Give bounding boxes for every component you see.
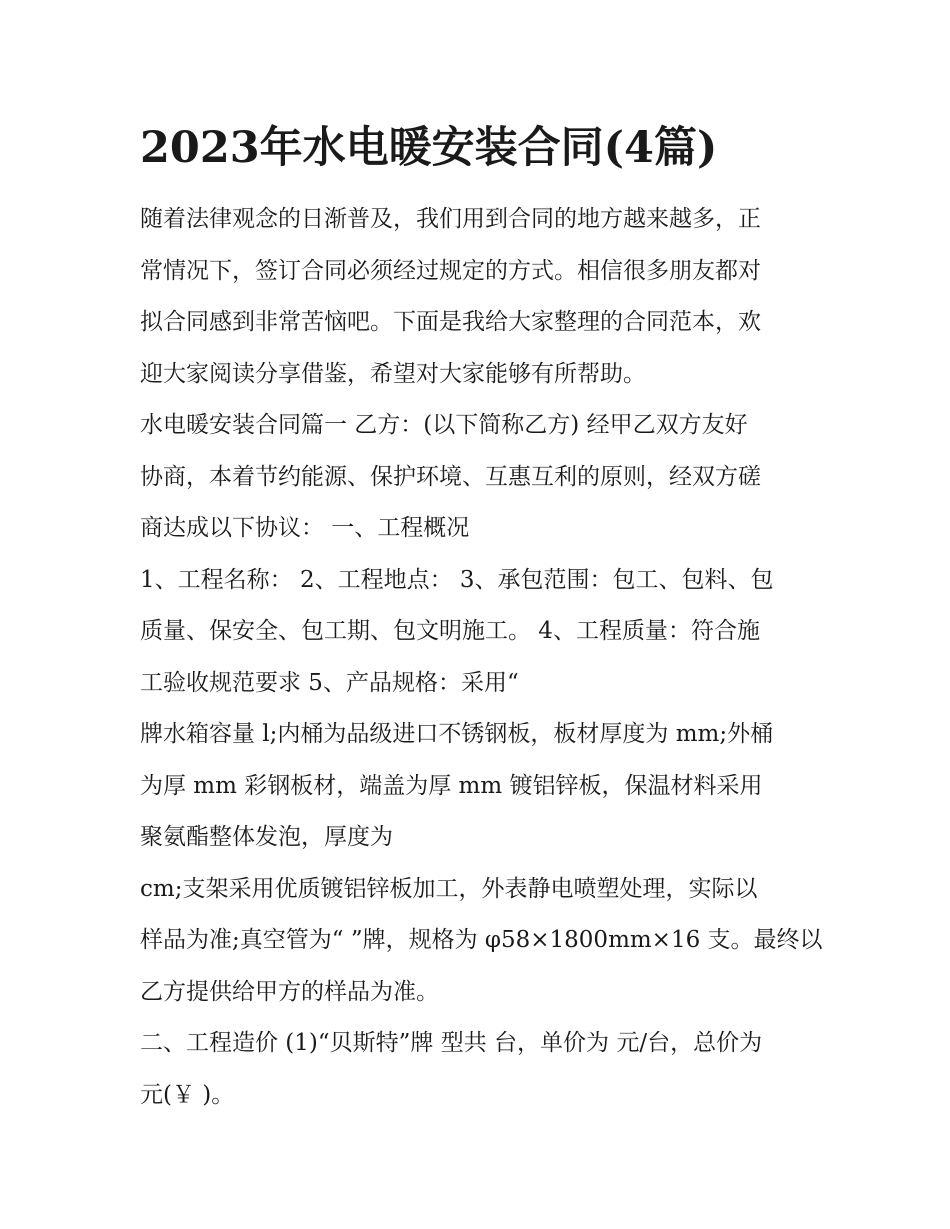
text-line: 拟合同感到非常苦恼吧。下面是我给大家整理的合同范本，欢 — [140, 309, 761, 335]
text-line: 1、工程名称： 2、工程地点： 3、承包范围：包工、包料、包 — [140, 566, 774, 593]
text-line: 样品为准;真空管为“ ”牌，规格为 φ58×1800mm×16 支。最终以 — [140, 927, 823, 953]
text-line: 聚氨酯整体发泡，厚度为 — [140, 824, 393, 850]
text-line: 协商，本着节约能源、保护环境、互惠互利的原则，经双方磋 — [140, 463, 761, 490]
intro-paragraph — [140, 194, 812, 400]
water-tank-spec-paragraph — [140, 709, 812, 864]
text-line: 随着法律观念的日渐普及，我们用到合同的地方越来越多，正 — [140, 206, 761, 232]
text-line: 常情况下，签订合同必须经过规定的方式。相信很多朋友都对 — [140, 257, 761, 284]
text-line: cm;支架采用优质镀铝锌板加工，外表静电喷塑处理，实际以 — [140, 875, 758, 902]
text-line: 水电暖安装合同篇一 乙方：(以下简称乙方) 经甲乙双方友好 — [140, 412, 748, 438]
text-line: 迎大家阅读分享借鉴，希望对大家能够有所帮助。 — [140, 360, 646, 387]
document-title: 2023年水电暖安装合同(4篇) — [140, 123, 718, 173]
project-overview-paragraph — [140, 555, 812, 710]
text-line: 乙方提供给甲方的样品为准。 — [140, 978, 439, 1005]
bracket-spec-paragraph — [140, 864, 823, 1019]
text-line: 二、工程造价 (1)“贝斯特”牌 型共 台，单价为 元/台，总价为 — [140, 1030, 763, 1056]
contract-one-paragraph — [140, 400, 812, 555]
project-cost-paragraph — [140, 1018, 812, 1121]
document-page — [140, 112, 823, 1121]
text-line: 为厚 mm 彩钢板材，端盖为厚 mm 镀铝锌板，保温材料采用 — [140, 772, 763, 799]
text-line: 元(￥ )。 — [140, 1081, 235, 1108]
text-line: 商达成以下协议： 一、工程概况 — [140, 515, 470, 541]
text-line: 质量、保安全、包工期、包文明施工。 4、工程质量：符合施 — [140, 618, 760, 644]
text-line: 工验收规范要求 5、产品规格：采用“ — [140, 669, 519, 696]
text-line: 牌水箱容量 l;内桶为品级进口不锈钢板，板材厚度为 mm;外桶 — [140, 721, 774, 747]
